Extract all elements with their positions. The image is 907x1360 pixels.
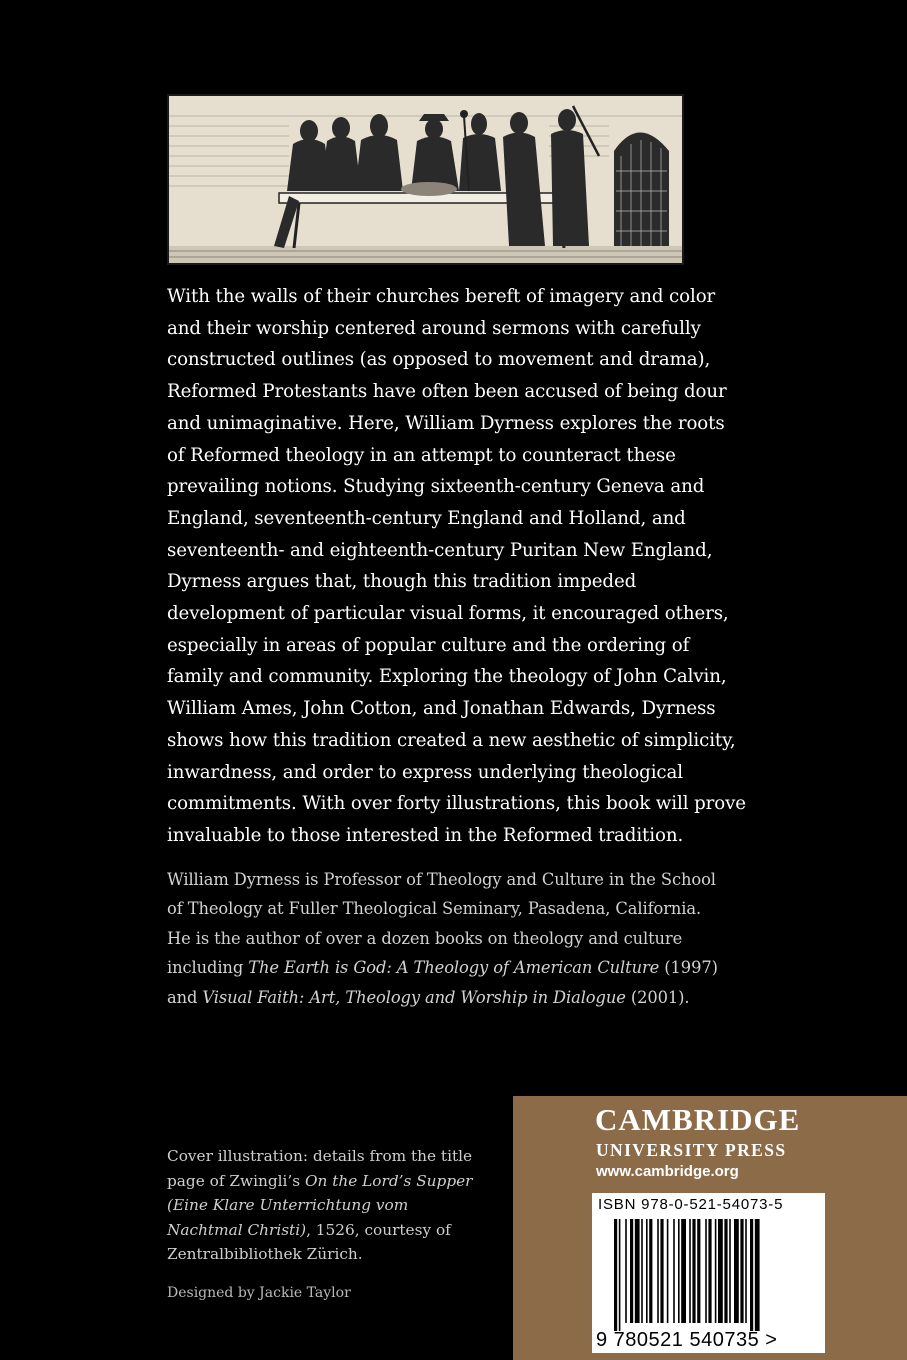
bio-text: William Dyrness is Professor of Theology and Culture in the School of Theology at Fuller Theological Seminary, Pasadena, California. He is the author of over a dozen books on theology and culture including — [167, 870, 716, 978]
bio-book-title: The Earth is God: A Theology of American Culture — [248, 958, 660, 978]
publisher-block — [513, 1096, 907, 1360]
cover-illustration-woodcut — [167, 94, 684, 265]
publisher-subname: UNIVERSITY PRESS — [596, 1140, 787, 1160]
caption-text: Cover illustration: details from the title page of Zwingli’s — [167, 1147, 473, 1190]
author-bio — [167, 865, 727, 1012]
bio-text: (2001). — [625, 987, 690, 1007]
book-description: With the walls of their churches bereft of imagery and color and their worship centered around sermons with carefully constructed outlines (as opposed to movement and drama), Reformed Protestants have often been accused of being dour and unimaginative. Here, William Dyrness explores the roots of Reformed theology in an attempt to counteract these prevailing notions. Studying sixteenth-century Geneva and England, seventeenth-century England and Holland, and seventeenth- and eighteenth-century Puritan New England, Dyrness argues that, though this tradition impeded development of particular visual forms, it encouraged others, especially in areas of popular culture and the ordering of family and community. Exploring the theology of John Calvin, William Ames, John Cotton, and Jonathan Edwards, Dyrness shows how this tradition created a new aesthetic of simplicity, inwardness, and order to express underlying theological commitments. With over forty illustrations, this book will prove invaluable to those interested in the Reformed tradition. — [167, 286, 746, 846]
cover-illustration-caption — [167, 1144, 487, 1267]
barcode-digits: 9 780521 540735 > — [596, 1329, 778, 1351]
caption-text: , 1526, courtesy of Zentralbibliothek Zürich. — [167, 1220, 451, 1264]
isbn-barcode — [592, 1193, 825, 1353]
isbn-text: ISBN 978-0-521-54073-5 — [598, 1196, 784, 1213]
caption-work-title: On the Lord’s Supper (Eine Klare Unterrichtung vom Nachtmal Christi) — [167, 1171, 473, 1239]
bio-book-title: Visual Faith: Art, Theology and Worship in Dialogue — [202, 987, 626, 1007]
designer-credit: Designed by Jackie Taylor — [167, 1285, 351, 1301]
publisher-name: CAMBRIDGE — [595, 1102, 801, 1137]
bio-text: (1997) and — [167, 958, 718, 1007]
publisher-url: www.cambridge.org — [596, 1163, 739, 1180]
